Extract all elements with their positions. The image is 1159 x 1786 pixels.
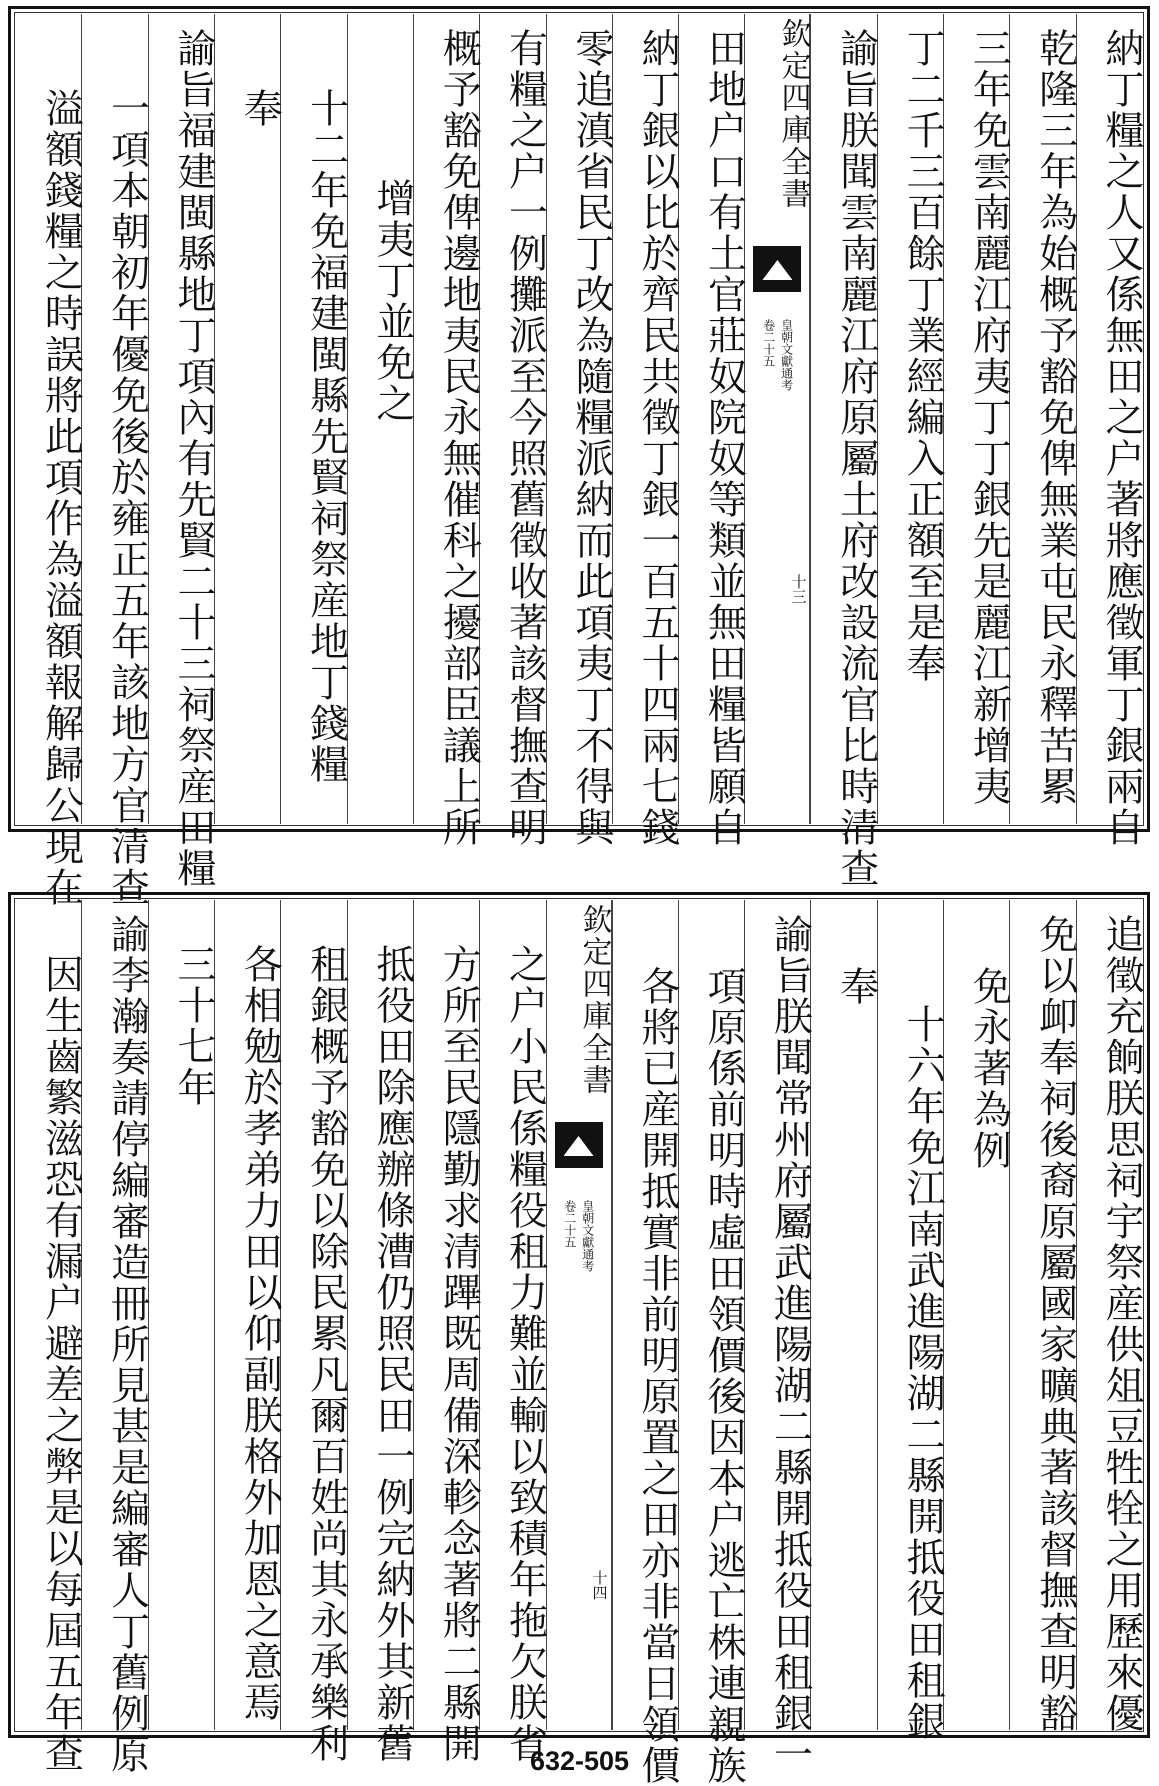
text-column	[413, 14, 482, 848]
text-column	[810, 14, 879, 889]
text-column	[81, 14, 150, 908]
column-text: 抵役田除應辦條漕仍照民田一例完納外其新舊	[369, 944, 415, 1764]
column-text: 十二年免福建閩縣先賢祠祭産地丁錢糧	[303, 88, 349, 785]
column-text: 奉	[237, 88, 283, 129]
column-text: 諭旨朕聞常州府屬武進陽湖二縣開抵役田租銀一	[767, 914, 813, 1775]
column-text: 之户小民係糧役租力難並輸以致積年拖欠朕省	[502, 944, 548, 1764]
text-column	[612, 14, 681, 848]
column-text: 丁二千三百餘丁業經編入正額至是奉	[900, 28, 946, 684]
upper-page-columns	[16, 14, 1144, 908]
text-column	[347, 14, 413, 824]
volume-label: 卷二十五	[562, 1200, 577, 1248]
column-text: 各相勉於孝弟力田以仰副朕格外加恩之意焉	[237, 944, 283, 1723]
column-text: 納丁銀以比於齊民共徵丁銀一百五十四兩七錢	[635, 28, 681, 848]
text-column	[877, 900, 946, 1742]
column-text: 田地户口有土官莊奴院奴等類並無田糧皆願自	[701, 28, 747, 848]
column-text: 諭旨福建閩縣地丁項內有先賢二十三祠祭産田糧	[170, 28, 216, 889]
page-number: 632-505	[529, 1746, 630, 1776]
text-column	[16, 900, 84, 1774]
column-text: 增夷丁並免之	[369, 178, 415, 424]
leaf-number: 十三	[789, 574, 808, 604]
text-column	[280, 900, 349, 1764]
leaf-number: 十四	[590, 1570, 609, 1600]
text-column	[148, 14, 216, 889]
column-text: 概予豁免俾邊地夷民永無催科之擾部臣議上所	[436, 28, 482, 848]
text-column	[280, 14, 349, 824]
text-column	[1009, 900, 1078, 1734]
upper-page-frame	[8, 6, 1150, 908]
column-text: 乾隆三年為始概予豁免俾無業屯民永釋苦累	[1032, 28, 1078, 807]
text-column	[612, 900, 680, 1786]
text-column	[214, 900, 283, 1730]
column-text: 諭旨朕聞雲南麗江府原屬土府改設流官比時清查	[833, 28, 879, 889]
column-text: 追徵充餉朕思祠宇祭産供俎豆牲牷之用歷來優	[1099, 914, 1144, 1734]
text-column	[479, 900, 548, 1764]
book-subtitle: 皇朝文獻通考	[580, 1200, 595, 1272]
text-column	[214, 14, 283, 824]
text-column	[678, 14, 747, 848]
column-text: 免以卹奉祠後裔原屬國家曠典著該督撫查明豁	[1032, 914, 1078, 1734]
column-text: 奉	[833, 966, 879, 1007]
center-fold-column	[546, 900, 612, 1730]
text-column	[148, 900, 214, 1730]
fishtail-ornament	[753, 246, 801, 292]
text-column	[1009, 14, 1078, 824]
column-text: 各將已産開抵實非前明原置之田亦非當日領價	[634, 966, 680, 1786]
text-column	[546, 14, 614, 848]
book-title: 欽定四庫全書	[576, 904, 612, 1096]
text-column	[413, 900, 482, 1764]
column-text: 納丁糧之人又係無田之户著將應徵軍丁銀兩自	[1099, 28, 1144, 848]
column-text: 方所至民隱勤求清蹕既周備深軫念著將二縣開	[436, 944, 482, 1764]
column-text: 三年免雲南麗江府夷丁丁銀先是麗江新增夷	[966, 28, 1012, 807]
text-column	[744, 900, 813, 1775]
column-text: 有糧之户一例攤派至今照舊徵收著該督撫查明	[502, 28, 548, 848]
book-title: 欽定四庫全書	[775, 18, 811, 210]
text-column	[1076, 14, 1144, 848]
center-fold-column	[744, 14, 810, 824]
text-column	[479, 14, 548, 848]
column-text: 一項本朝初年優免後於雍正五年該地方官清查	[104, 88, 150, 908]
column-text: 項原係前明時虛田領價後因本户逃亡株連親族	[701, 966, 747, 1786]
text-column	[347, 900, 415, 1764]
text-column	[678, 900, 747, 1786]
column-text: 諭李瀚奏請停編審造冊所見甚是編審人丁舊例原	[104, 914, 150, 1775]
column-text: 零追滇省民丁改為隨糧派納而此項夷丁不得與	[568, 28, 614, 848]
book-subtitle: 皇朝文獻通考	[779, 319, 794, 391]
volume-label: 卷二十五	[761, 319, 776, 367]
column-text: 租銀概予豁免以除民累凡爾百姓尚其永承樂利	[303, 944, 349, 1764]
text-column	[1076, 900, 1144, 1734]
fishtail-ornament	[555, 1122, 603, 1168]
text-column	[943, 14, 1012, 824]
column-text: 因生齒繁滋恐有漏户避差之弊是以每屆五年查	[38, 954, 84, 1774]
column-text: 三十七年	[170, 944, 216, 1108]
column-text: 溢額錢糧之時誤將此項作為溢額報解歸公現在	[38, 88, 84, 908]
text-column	[943, 900, 1012, 1730]
text-column	[877, 14, 946, 824]
text-column	[810, 900, 879, 1730]
text-column	[16, 14, 84, 908]
text-column	[81, 900, 150, 1775]
column-text: 免永著為例	[966, 966, 1012, 1171]
column-text: 十六年免江南武進陽湖二縣開抵役田租銀	[900, 1004, 946, 1742]
